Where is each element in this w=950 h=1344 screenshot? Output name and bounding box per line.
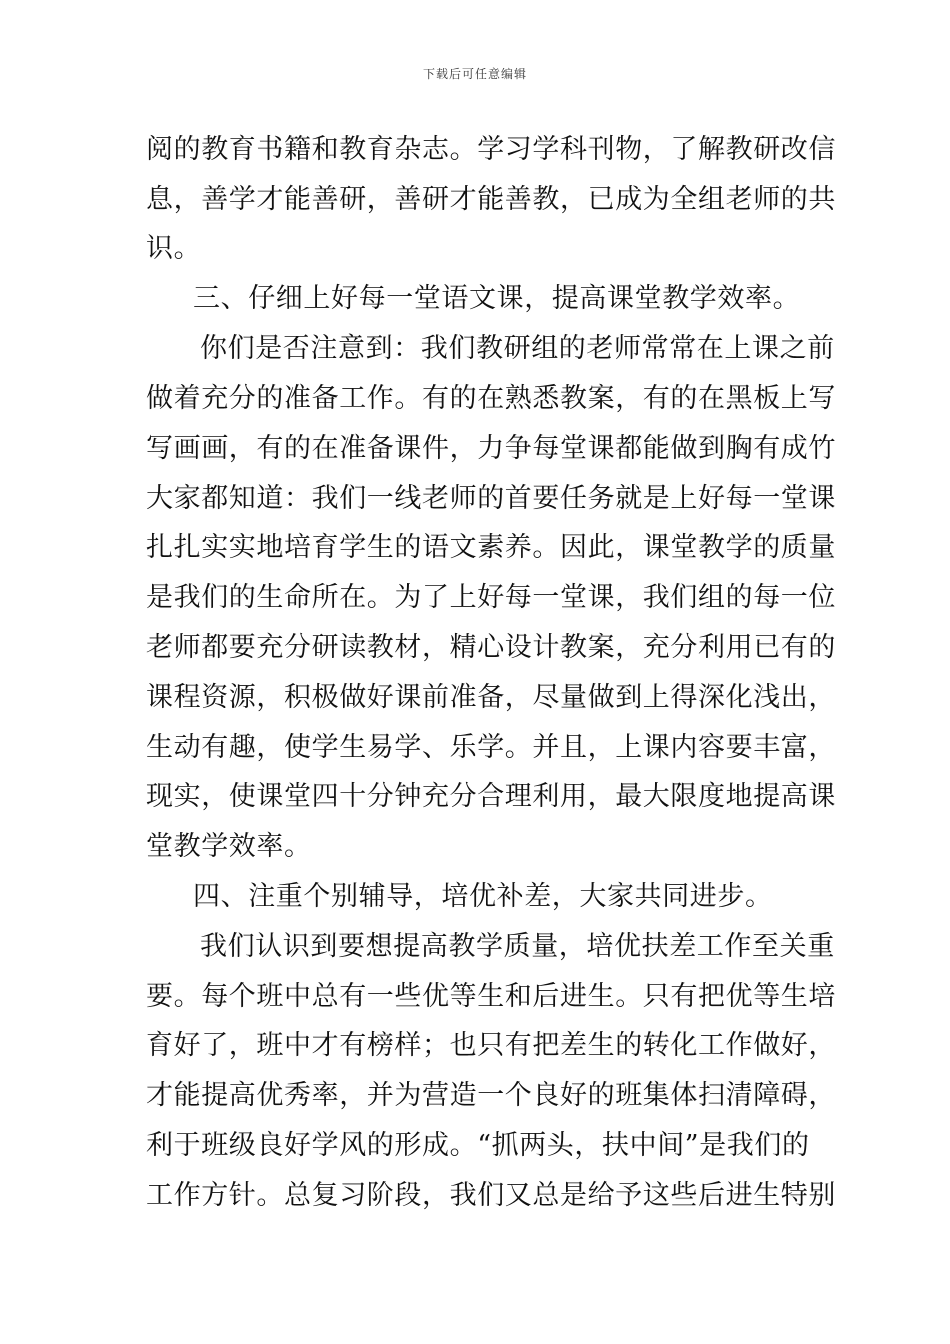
section-heading: 四、注重个别辅导，培优补差，大家共同进步。 (193, 881, 773, 912)
body-line: 识。 (146, 233, 202, 264)
body-line: 堂教学效率。 (146, 831, 312, 862)
body-line: 你们是否注意到：我们教研组的老师常常在上课之前 (200, 333, 835, 364)
body-line: 现实，使课堂四十分钟充分合理利用，最大限度地提高课 (146, 781, 836, 812)
body-line: 才能提高优秀率，并为营造一个良好的班集体扫清障碍， (146, 1080, 836, 1111)
body-line: 阅的教育书籍和教育杂志。学习学科刊物，了解教研改信 (146, 134, 836, 165)
body-line: 利于班级良好学风的形成。“抓两头，扶中间”是我们的 (146, 1130, 810, 1161)
body-line: 写画画，有的在准备课件，力争每堂课都能做到胸有成竹 (146, 433, 836, 464)
body-line: 育好了，班中才有榜样；也只有把差生的转化工作做好， (146, 1030, 836, 1061)
body-line: 息，善学才能善研，善研才能善教，已成为全组老师的共 (146, 184, 836, 215)
body-line: 老师都要充分研读教材，精心设计教案，充分利用已有的 (146, 632, 836, 663)
body-line: 工作方针。总复习阶段，我们又总是给予这些后进生特别 (146, 1180, 836, 1211)
body-line: 是我们的生命所在。为了上好每一堂课，我们组的每一位 (146, 582, 836, 613)
body-line: 课程资源，积极做好课前准备，尽量做到上得深化浅出， (146, 682, 836, 713)
section-heading: 三、仔细上好每一堂语文课，提高课堂教学效率。 (193, 283, 801, 314)
body-line: 大家都知道：我们一线老师的首要任务就是上好每一堂课 (146, 483, 836, 514)
body-line: 要。每个班中总有一些优等生和后进生。只有把优等生培 (146, 981, 836, 1012)
body-line: 做着充分的准备工作。有的在熟悉教案，有的在黑板上写 (146, 383, 836, 414)
body-line: 生动有趣，使学生易学、乐学。并且，上课内容要丰富， (146, 732, 836, 763)
body-line: 扎扎实实地培育学生的语文素养。因此，课堂教学的质量 (146, 532, 836, 563)
body-line: 我们认识到要想提高教学质量，培优扶差工作至关重 (200, 931, 835, 962)
page-header: 下载后可任意编辑 (422, 67, 527, 81)
